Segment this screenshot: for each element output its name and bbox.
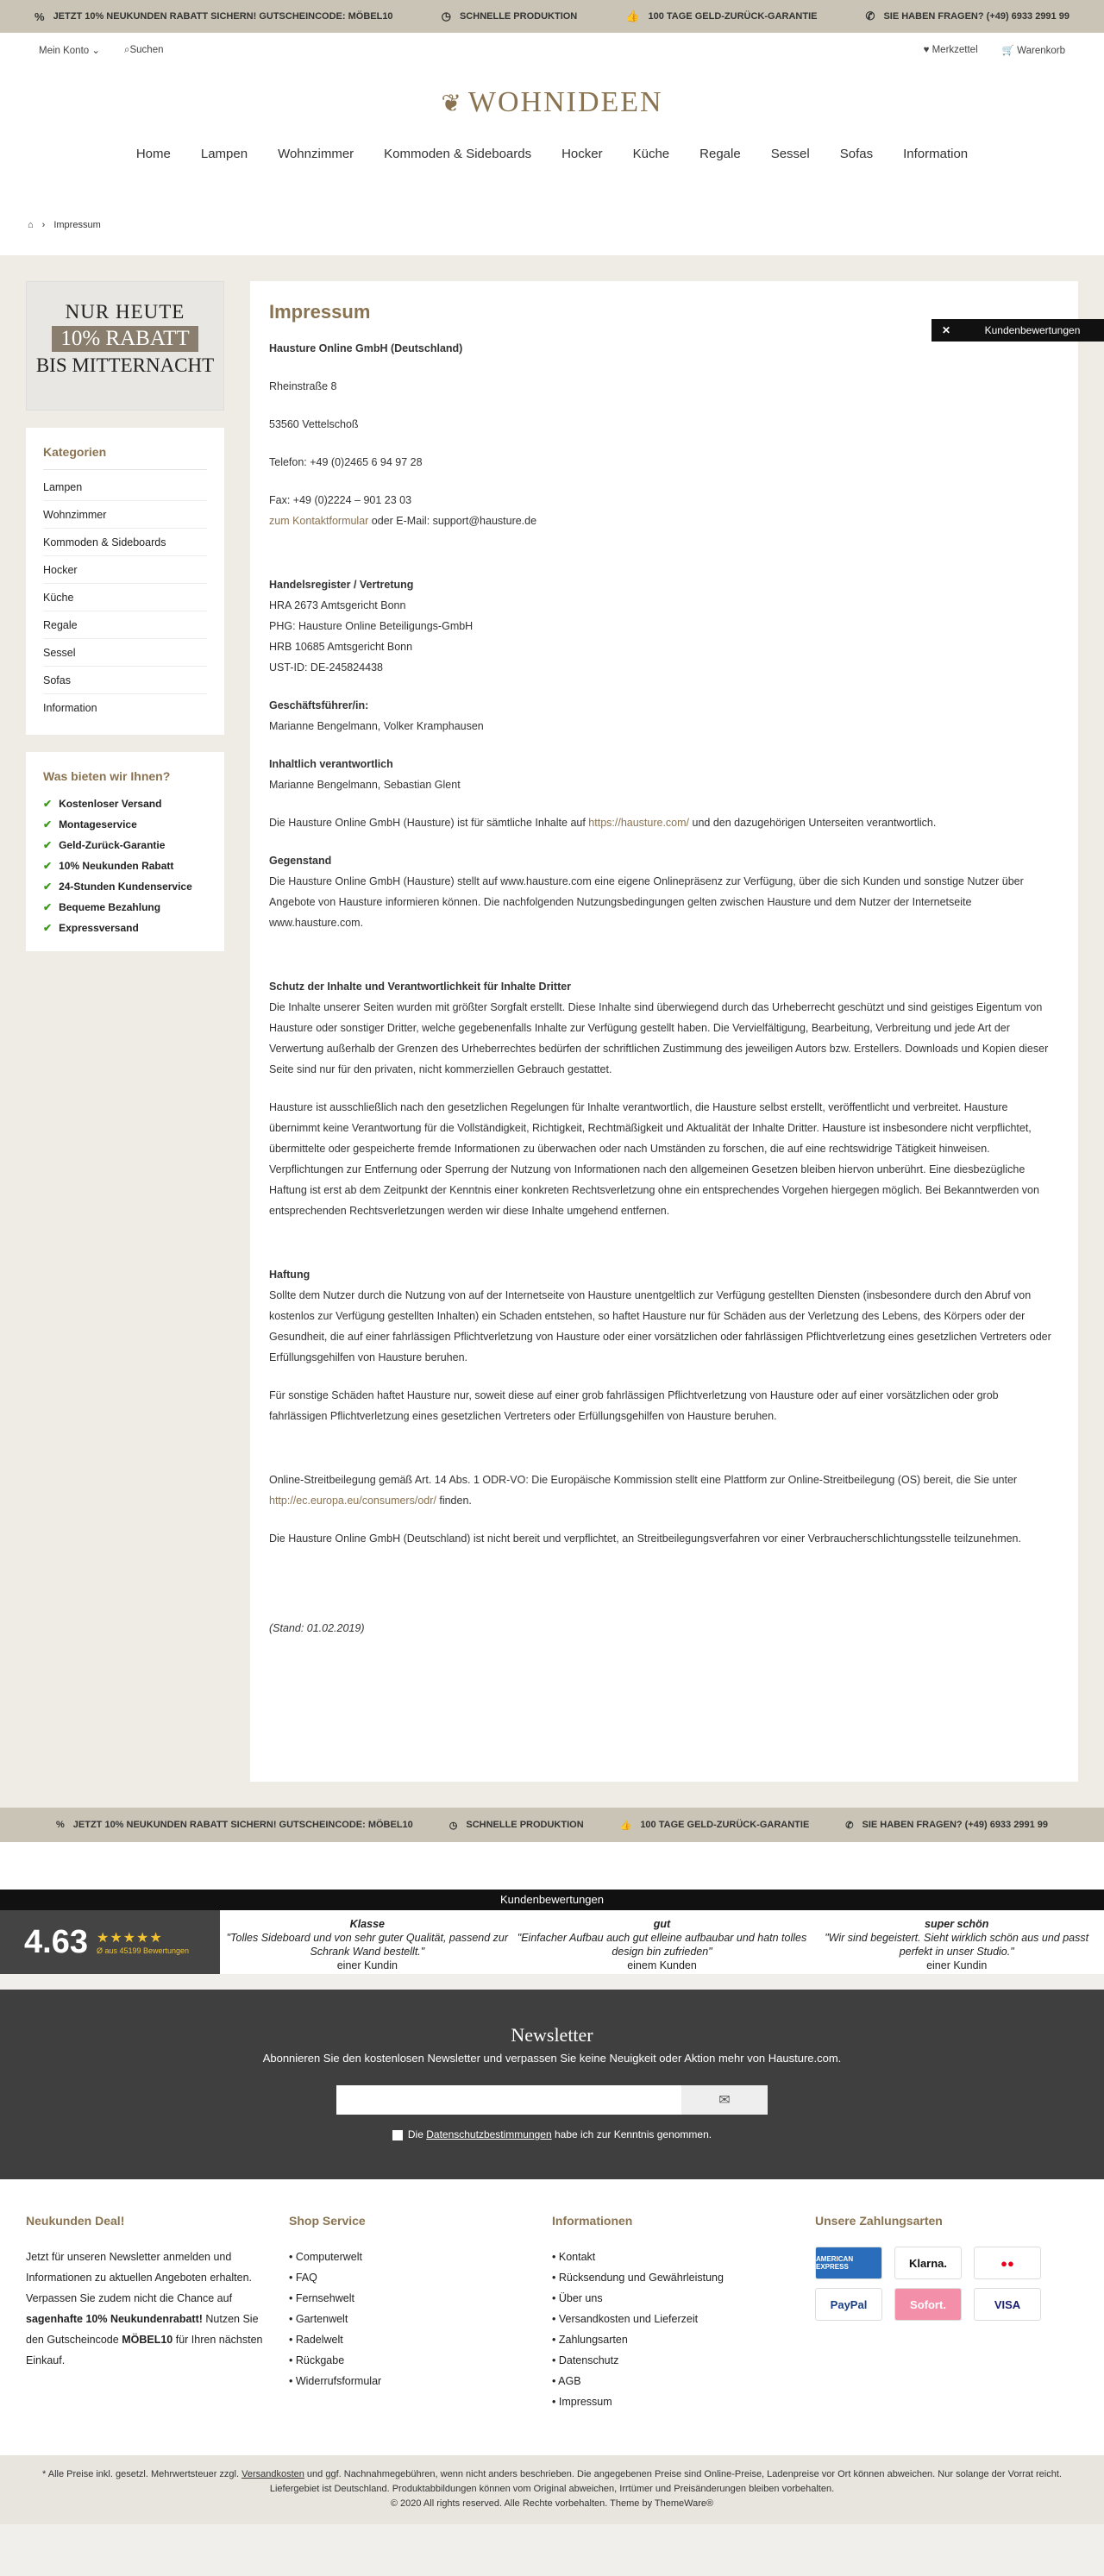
footer-link[interactable]: • AGB <box>552 2371 798 2391</box>
footer-link[interactable]: • Gartenwelt <box>289 2309 535 2329</box>
newsletter-subtitle: Abonnieren Sie den kostenlosen Newsletter und verpassen Sie keine Neuigkeit oder Aktion mehr von Hausture.com. <box>262 2052 842 2065</box>
nav-item-hocker[interactable]: Hocker <box>561 147 603 161</box>
mastercard-icon: ●● <box>974 2247 1041 2279</box>
responsibility-text: Die Hausture Online GmbH (Hausture) ist für sämtliche Inhalte auf https://hausture.com/ und den dazugehörigen Unterseiten verantwortlich. <box>269 817 937 829</box>
checkmark-icon: ✔ <box>43 818 53 830</box>
review-count: Ø aus 45199 Bewertungen <box>96 1946 190 1955</box>
envelope-icon: ✉ <box>718 2093 731 2108</box>
street: Rheinstraße 8 <box>269 380 337 392</box>
categories-title: Kategorien <box>43 445 207 470</box>
benefits-title: Was bieten wir Ihnen? <box>43 769 171 783</box>
promo-item: ✆ SIE HABEN FRAGEN? (+49) 6933 2991 99 <box>865 9 1070 22</box>
privacy-checkbox[interactable] <box>392 2130 403 2140</box>
footer-link[interactable]: • FAQ <box>289 2267 535 2288</box>
checkmark-icon: ✔ <box>43 860 53 872</box>
close-icon[interactable]: ✕ <box>941 324 951 336</box>
clock-icon: ◷ <box>441 9 451 22</box>
promo-bar-bottom: % JETZT 10% NEUKUNDEN RABATT SICHERN! GUTSCHEINCODE: MÖBEL10 ◷ SCHNELLE PRODUKTION 👍 100 TAGE GELD-ZURÜCK-GARANTIE ✆ SIE HABEN FRAGEN? (+49) 6933 2991 99 <box>0 1808 1104 1842</box>
company-name: Hausture Online GmbH (Deutschland) <box>269 342 463 354</box>
nav-item-wohnzimmer[interactable]: Wohnzimmer <box>278 147 354 161</box>
thumbs-up-icon: 👍 <box>625 9 640 22</box>
responsible-section: Inhaltlich verantwortlich Marianne Bengelmann, Sebastian Glent <box>269 758 461 791</box>
city: 53560 Vettelschoß <box>269 418 359 430</box>
odr-link[interactable]: http://ec.europa.eu/consumers/odr/ <box>269 1495 436 1507</box>
impressum-content: Impressum Hausture Online GmbH (Deutschland) Rheinstraße 8 53560 Vettelschoß Telefon: +49 (0)2465 6 94 97 28 Fax: +49 (0)2224 – 901 23 03 zum Kontaktformular oder E-Mail: support@hausture.de Handelsregister / Vertretung HRA 2673 Amtsgericht Bonn PHG: Hausture Online Beteiligungs-GmbH HRB 10685 Amtsgericht Bonn UST-ID: DE-245824438 Geschäftsführer/in: Marianne Bengelmann, Volker Kramphausen Inhaltlich verantwortlich Marianne Bengelmann, Sebastian Glent Die Hausture Online GmbH (Hausture) ist für sämtliche Inhalte auf https://hausture.com/ und den dazugehörigen Unterseiten verantwortlich. Gegenstand Die Hausture Online GmbH (Hausture) stellt auf www.hausture.com eine eigene Onlinepräsenz zur Verfügung, über die sich Kunden und sonstige Nutzer über Angebote von Hausture informieren können. Die nachfolgenden Nutzungsbedingungen gelten zwischen Hausture und dem Nutzer der Internetseite www.hausture.com. Schutz der Inhalte und Verantwortlichkeit für Inhalte Dritter Die Inhalte unserer Seiten wurden mit größter Sorgfalt erstellt. Diese Inhalte sind überwiegend durch das Urheberrecht geschützt und sind geistiges Eigentum von Hausture oder sonstiger Dritter, welche gegebenenfalls Inhalte zur Verfügung gestellt haben. Die Vervielfältigung, Bearbeitung, Verbreitung und jede Art der Verwertung außerhalb der Grenzen des Urheberrechtes bedürfen der schriftlichen Zustimmung des jeweiligen Autors bzw. Erstellers. Downloads und Kopien dieser Seite sind nur für den privaten, nicht kommerziellen Gebrauch gestattet. Hausture ist ausschließlich nach den gesetzlichen Regelungen für Inhalte verantwortlich, die Hausture selbst erstellt, veröffentlicht und verbreitet. Hausture übernimmt keine Verantwortung für die Vollständigkeit, Richtigkeit, Rechtmäßigkeit und Aktualität der Inhalte Dritter. Hausture ist insbesondere nicht verpflichtet, übermittelte oder gespeicherte fremde Informationen zu überwachen oder nach Umständen zu forschen, die auf eine rechtswidrige Tätigkeit hinweisen. Verpflichtungen zur Entfernung oder Sperrung der Nutzung von Informationen nach den allgemeinen Gesetzen bleiben hiervon unberührt. Eine diesbezügliche Haftung ist erst ab dem Zeitpunkt der Kenntnis einer konkreten Rechtsverletzung ohne ein entsprechendes Vorgehen hiergegen möglich. Bei Bekanntwerden von entsprechenden Rechtsverletzungen werden wir diese Inhalte umgehend entfernen. Haftung Sollte dem Nutzer durch die Nutzung von auf der Internetseite von Hausture unentgeltlich zur Verfügung gestellten Diensten (insbesondere durch den Abruf von kostenlos zur Verfügung gestellten Inhalten) ein Schaden entstehen, so haftet Hausture nur für Schäden aus der Verletzung des Lebens, des Körpers oder der Gesundheit, die auf einer fahrlässigen Pflichtverletzung von Hausture oder einer vorsätzlichen oder fahrlässigen Pflichtverletzung eines gesetzlichen Vertreters oder Erfüllungsgehilfen von Hausture beruhen. Für sonstige Schäden haftet Hausture nur, soweit diese auf einer grob fahrlässigen Pflichtverletzung von Hausture oder auf einer vorsätzlichen oder grob fahrlässigen Pflichtverletzung eines gesetzlichen Vertreters oder Erfüllungsgehilfen von Hausture beruhen. Online-Streitbeilegung gemäß Art. 14 Abs. 1 ODR-VO: Die Europäische Kommission stellt eine Plattform zur Online-Streitbeilegung (OS) bereit, die Sie unter http://ec.europa.eu/consumers/odr/ finden. Die Hausture Online GmbH (Deutschland) ist nicht bereit und verpflichtet, an Streitbeilegungsverfahren vor einer Verbraucherschlichtungsstelle teilzunehmen. (Stand: 01.02.2019) <box>250 281 1078 1782</box>
contact-form-link[interactable]: zum Kontaktformular <box>269 515 369 527</box>
subject-section: Gegenstand Die Hausture Online GmbH (Hausture) stellt auf www.hausture.com eine eigene Onlinepräsenz zur Verfügung, über die sich Kunden und sonstige Nutzer über Angebote von Hausture informieren können. Die nachfolgenden Nutzungsbedingungen gelten zwischen Hausture und dem Nutzer der Internetseite www.hausture.com. <box>269 855 1024 929</box>
checkmark-icon: ✔ <box>43 922 53 934</box>
footer-service: Shop Service • Computerwelt • FAQ • Fernsehwelt • Gartenwelt • Radelwelt • Rückgabe • Widerrufsformular <box>289 2214 552 2455</box>
category-item[interactable]: Information <box>43 702 97 714</box>
reviews-widget[interactable]: ✕ Kundenbewertungen <box>932 319 1104 342</box>
nav-item-lampen[interactable]: Lampen <box>200 147 248 161</box>
protection-section: Schutz der Inhalte und Verantwortlichkeit für Inhalte Dritter Die Inhalte unserer Seiten wurden mit größter Sorgfalt erstellt. Diese Inhalte sind überwiegend durch das Urheberrecht geschützt und sind geistiges Eigentum von Hausture oder sonstiger Dritter, welche gegebenenfalls Inhalte zur Verfügung gestellt haben. Die Vervielfältigung, Bearbeitung, Verbreitung und jede Art der Verwertung außerhalb der Grenzen des Urheberrechtes bedürfen der schriftlichen Zustimmung des jeweiligen Autors bzw. Erstellers. Downloads und Kopien dieser Seite sind nur für den privaten, nicht kommerziellen Gebrauch gestattet. <box>269 981 1049 1075</box>
cart-link[interactable]: 🛒 Warenkorb <box>1001 46 1065 56</box>
footer-link[interactable]: • Widerrufsformular <box>289 2371 535 2391</box>
footer-link[interactable]: • Datenschutz <box>552 2350 798 2371</box>
category-item[interactable]: Wohnzimmer <box>43 501 207 529</box>
breadcrumb <box>0 187 1104 230</box>
phone-icon: ✆ <box>845 1820 854 1831</box>
legal-notice: * Alle Preise inkl. gesetzl. Mehrwertsteuer zzgl. Versandkosten und ggf. Nachnahmegebühren, wenn nicht anders beschrieben. Die angegebenen Preise sind Online-Preise, Ladenpreise vor Ort können abweichen. Nur solange der Vorrat reicht. Liefergebiet ist Deutschland. Produktabbildungen können vom Original abweichen, Irrtümer und Preisänderungen bleiben vorbehalten. © 2020 All rights reserved. Alle Rechte vorbehalten. Theme by ThemeWare® <box>0 2455 1104 2524</box>
footer-link[interactable]: • Zahlungsarten <box>552 2329 798 2350</box>
rating-score: 4.63 <box>24 1923 88 1960</box>
liability-section: Haftung Sollte dem Nutzer durch die Nutzung von auf der Internetseite von Hausture unentgeltlich zur Verfügung gestellten Diensten (insbesondere durch den Abruf von kostenlos zur Verfügung gestellten Inhalten) ein Schaden entstehen, so haftet Hausture nur für Schäden aus der Verletzung des Lebens, des Körpers oder der Gesundheit, die auf einer fahrlässigen Pflichtverletzung von Hausture oder einer vorsätzlichen oder fahrlässigen Pflichtverletzung eines gesetzlichen Vertreters oder Erfüllungsgehilfen von Hausture beruhen. <box>269 1269 1051 1363</box>
nav-item-regale[interactable]: Regale <box>699 147 741 161</box>
meta-bar <box>0 33 1104 67</box>
privacy-consent: Die Datenschutzbestimmungen habe ich zur Kenntnis genommen. <box>0 2128 1104 2140</box>
footer-link[interactable]: • Kontakt <box>552 2247 798 2267</box>
main-nav <box>0 147 1104 186</box>
chevron-down-icon: ⌄ <box>91 46 101 56</box>
category-item[interactable]: Hocker <box>43 556 207 584</box>
benefit-item: ✔ Montageservice <box>43 818 137 830</box>
chevron-right-icon: › <box>41 220 46 230</box>
review-item: gut "Einfacher Aufbau auch gut elleine aufbaubar und hatn tolles design bin zufrieden" einem Kunden <box>517 1918 807 1971</box>
benefit-item: ✔ 10% Neukunden Rabatt <box>43 860 174 872</box>
category-item[interactable]: Lampen <box>43 473 207 501</box>
benefit-item: ✔ Geld-Zurück-Garantie <box>43 839 166 851</box>
checkmark-icon: ✔ <box>43 798 53 810</box>
review-item: Klasse "Tolles Sideboard und von sehr guter Qualität, passend zur Schrank Wand bestellt." einer Kundin <box>226 1918 509 1971</box>
footer-link[interactable]: • Computerwelt <box>289 2247 535 2267</box>
checkmark-icon: ✔ <box>43 839 53 851</box>
reviews-title: Kundenbewertungen <box>0 1890 1104 1910</box>
newsletter-email-input[interactable] <box>336 2085 681 2115</box>
category-item[interactable]: Küche <box>43 584 207 611</box>
odr-text-2: Die Hausture Online GmbH (Deutschland) ist nicht bereit und verpflichtet, an Streitbeilegungsverfahren vor einer Verbraucherschlichtungsstelle teilzunehmen. <box>269 1532 1021 1545</box>
nav-item-kommoden[interactable]: Kommoden & Sideboards <box>384 147 532 161</box>
checkmark-icon: ✔ <box>43 881 53 893</box>
footer-link[interactable]: • Rücksendung und Gewährleistung <box>552 2267 798 2288</box>
ceo-section: Geschäftsführer/in: Marianne Bengelmann, Volker Kramphausen <box>269 699 484 732</box>
rating-summary[interactable] <box>0 1910 220 1974</box>
register-section: Handelsregister / Vertretung HRA 2673 Amtsgericht Bonn PHG: Hausture Online Beteiligungs-GmbH HRB 10685 Amtsgericht Bonn UST-ID: DE-245824438 <box>269 579 474 674</box>
promo-bar-top <box>0 0 1104 33</box>
odr-text: Online-Streitbeilegung gemäß Art. 14 Abs. 1 ODR-VO: Die Europäische Kommission stellt eine Plattform zur Online-Streitbeilegung (OS) bereit, die Sie unter http://ec.europa.eu/consumers/odr/ finden. <box>269 1474 1018 1507</box>
promo-banner[interactable]: NUR HEUTE 10% RABATT BIS MITTERNACHT <box>26 281 224 411</box>
categories-box <box>26 428 224 735</box>
account-menu[interactable]: Mein Konto ⌄ <box>39 46 101 56</box>
footer-link[interactable]: • Rückgabe <box>289 2350 535 2371</box>
promo-item: % JETZT 10% NEUKUNDEN RABATT SICHERN! GUTSCHEINCODE: MÖBEL10 <box>34 9 393 23</box>
cart-icon: 🛒 <box>1001 46 1014 56</box>
clock-icon: ◷ <box>448 1820 458 1831</box>
checkmark-icon: ✔ <box>43 901 53 913</box>
footer-link[interactable]: • Radelwelt <box>289 2329 535 2350</box>
reviews-section <box>0 1842 1104 1974</box>
percent-icon: % <box>56 1820 65 1830</box>
nav-item-home[interactable]: Home <box>135 147 171 161</box>
newsletter-title: Newsletter <box>511 2024 593 2046</box>
footer-link[interactable]: • Impressum <box>552 2391 798 2412</box>
footer-info: Informationen • Kontakt • Rücksendung und Gewährleistung • Über uns • Versandkosten und Lieferzeit • Zahlungsarten • Datenschutz • AGB • Impressum <box>552 2214 815 2455</box>
logo-mark-icon: ❦ <box>441 91 463 117</box>
stand-date: (Stand: 01.02.2019) <box>269 1622 365 1634</box>
site-header <box>0 33 1104 255</box>
sofort-icon: Sofort. <box>894 2288 962 2321</box>
benefit-item: ✔ Bequeme Bezahlung <box>43 901 161 913</box>
percent-icon: % <box>34 9 45 23</box>
star-rating-icon: ★★★★★ <box>96 1931 163 1946</box>
category-item[interactable]: Sofas <box>43 667 207 694</box>
footer-deal: Neukunden Deal! Jetzt für unseren Newsletter anmelden und Informationen zu aktuellen Angeboten erhalten. Verpassen Sie zudem nicht die Chance auf sagenhafte 10% Neukundenrabatt! Nutzen Sie den Gutscheincode MÖBEL10 für Ihren nächsten Einkauf. <box>26 2214 263 2366</box>
newsletter-section <box>0 1990 1104 2179</box>
benefit-item: ✔ Expressversand <box>43 922 139 934</box>
newsletter-submit-button[interactable] <box>681 2085 768 2115</box>
search-icon: ⌕ <box>124 44 130 55</box>
home-icon[interactable]: ⌂ <box>28 220 34 230</box>
visa-icon: VISA <box>974 2288 1041 2321</box>
promo-item: 👍 100 TAGE GELD-ZURÜCK-GARANTIE <box>625 9 818 22</box>
shipping-costs-link[interactable]: Versandkosten <box>242 2469 304 2479</box>
thumbs-up-icon: 👍 <box>619 1820 632 1831</box>
site-logo[interactable]: ❦ WOHNIDEEN <box>441 86 663 118</box>
amex-icon: AMERICAN EXPRESS <box>815 2247 882 2279</box>
hausture-link[interactable]: https://hausture.com/ <box>588 817 690 829</box>
footer-link[interactable]: • Über uns <box>552 2288 798 2309</box>
heart-icon: ♥ <box>923 45 930 55</box>
protection-text-2: Hausture ist ausschließlich nach den gesetzlichen Regelungen für Inhalte verantwortlich, die Hausture selbst erstellt, veröffentlicht und verbreitet. Hausture übernimmt keine Verantwortung für die Vollständigkeit, Richtigkeit, Rechtmäßigkeit und Aktualität der Inhalte Dritter. Hausture ist insbesondere nicht verpflichtet, übermittelte oder gespeicherte fremde Informationen zu überwachen oder nach Umständen zu forschen, die auf eine rechtswidrige Tätigkeit hinweisen. Verpflichtungen zur Entfernung oder Sperrung der Nutzung von Informationen nach den allgemeinen Gesetzen bleiben hiervon unberührt. Eine diesbezügliche Haftung ist erst ab dem Zeitpunkt der Kenntnis einer konkreten Rechtsverletzung ohne ein entsprechendes Vorgehen hiergegen möglich. Bei Bekanntwerden von entsprechenden Rechtsverletzungen werden wir diese Inhalte umgehend entfernen. <box>269 1101 1039 1217</box>
liability-text-2: Für sonstige Schäden haftet Hausture nur, soweit diese auf einer grob fahrlässigen Pflichtverletzung von Hausture oder auf einer vorsätzlichen oder grob fahrlässigen Pflichtverletzung eines gesetzlichen Vertreters oder Erfüllungsgehilfen von Hausture beruhen. <box>269 1389 999 1422</box>
nav-item-sofas[interactable]: Sofas <box>839 147 874 161</box>
nav-item-kueche[interactable]: Küche <box>632 147 670 161</box>
category-item[interactable]: Regale <box>43 611 207 639</box>
phone-icon: ✆ <box>865 9 875 22</box>
klarna-icon: Klarna. <box>894 2247 962 2279</box>
site-footer <box>0 2179 1104 2455</box>
promo-item: ◷ SCHNELLE PRODUKTION <box>441 9 578 22</box>
footer-payments: Unsere Zahlungsarten AMERICAN EXPRESS Klarna. ●● PayPal Sofort. VISA <box>815 2214 1078 2455</box>
sidebar <box>26 281 224 1782</box>
page-body <box>0 255 1104 1808</box>
benefit-item: ✔ 24-Stunden Kundenservice <box>43 881 192 893</box>
benefit-item: ✔ Kostenloser Versand <box>43 798 162 810</box>
category-item[interactable]: Sessel <box>43 639 207 667</box>
page-title: Impressum <box>269 301 371 323</box>
wishlist-link[interactable]: ♥ Merkzettel <box>923 45 978 55</box>
fax: Fax: +49 (0)2224 – 901 23 03 <box>269 494 412 506</box>
footer-link[interactable]: • Versandkosten und Lieferzeit <box>552 2309 798 2329</box>
benefits-box <box>26 752 224 951</box>
category-item[interactable]: Kommoden & Sideboards <box>43 529 207 556</box>
footer-link[interactable]: • Fernsehwelt <box>289 2288 535 2309</box>
nav-item-sessel[interactable]: Sessel <box>770 147 810 161</box>
privacy-link[interactable]: Datenschutzbestimmungen <box>426 2128 552 2140</box>
paypal-icon: PayPal <box>815 2288 882 2321</box>
review-item: super schön "Wir sind begeistert. Sieht wirklich schön aus und passt perfekt in unser Studio." einer Kundin <box>825 1918 1089 1971</box>
nav-item-information[interactable]: Information <box>903 147 969 161</box>
breadcrumb-current: Impressum <box>53 220 101 230</box>
search-button[interactable]: ⌕Suchen <box>124 44 164 55</box>
phone: Telefon: +49 (0)2465 6 94 97 28 <box>269 456 423 468</box>
